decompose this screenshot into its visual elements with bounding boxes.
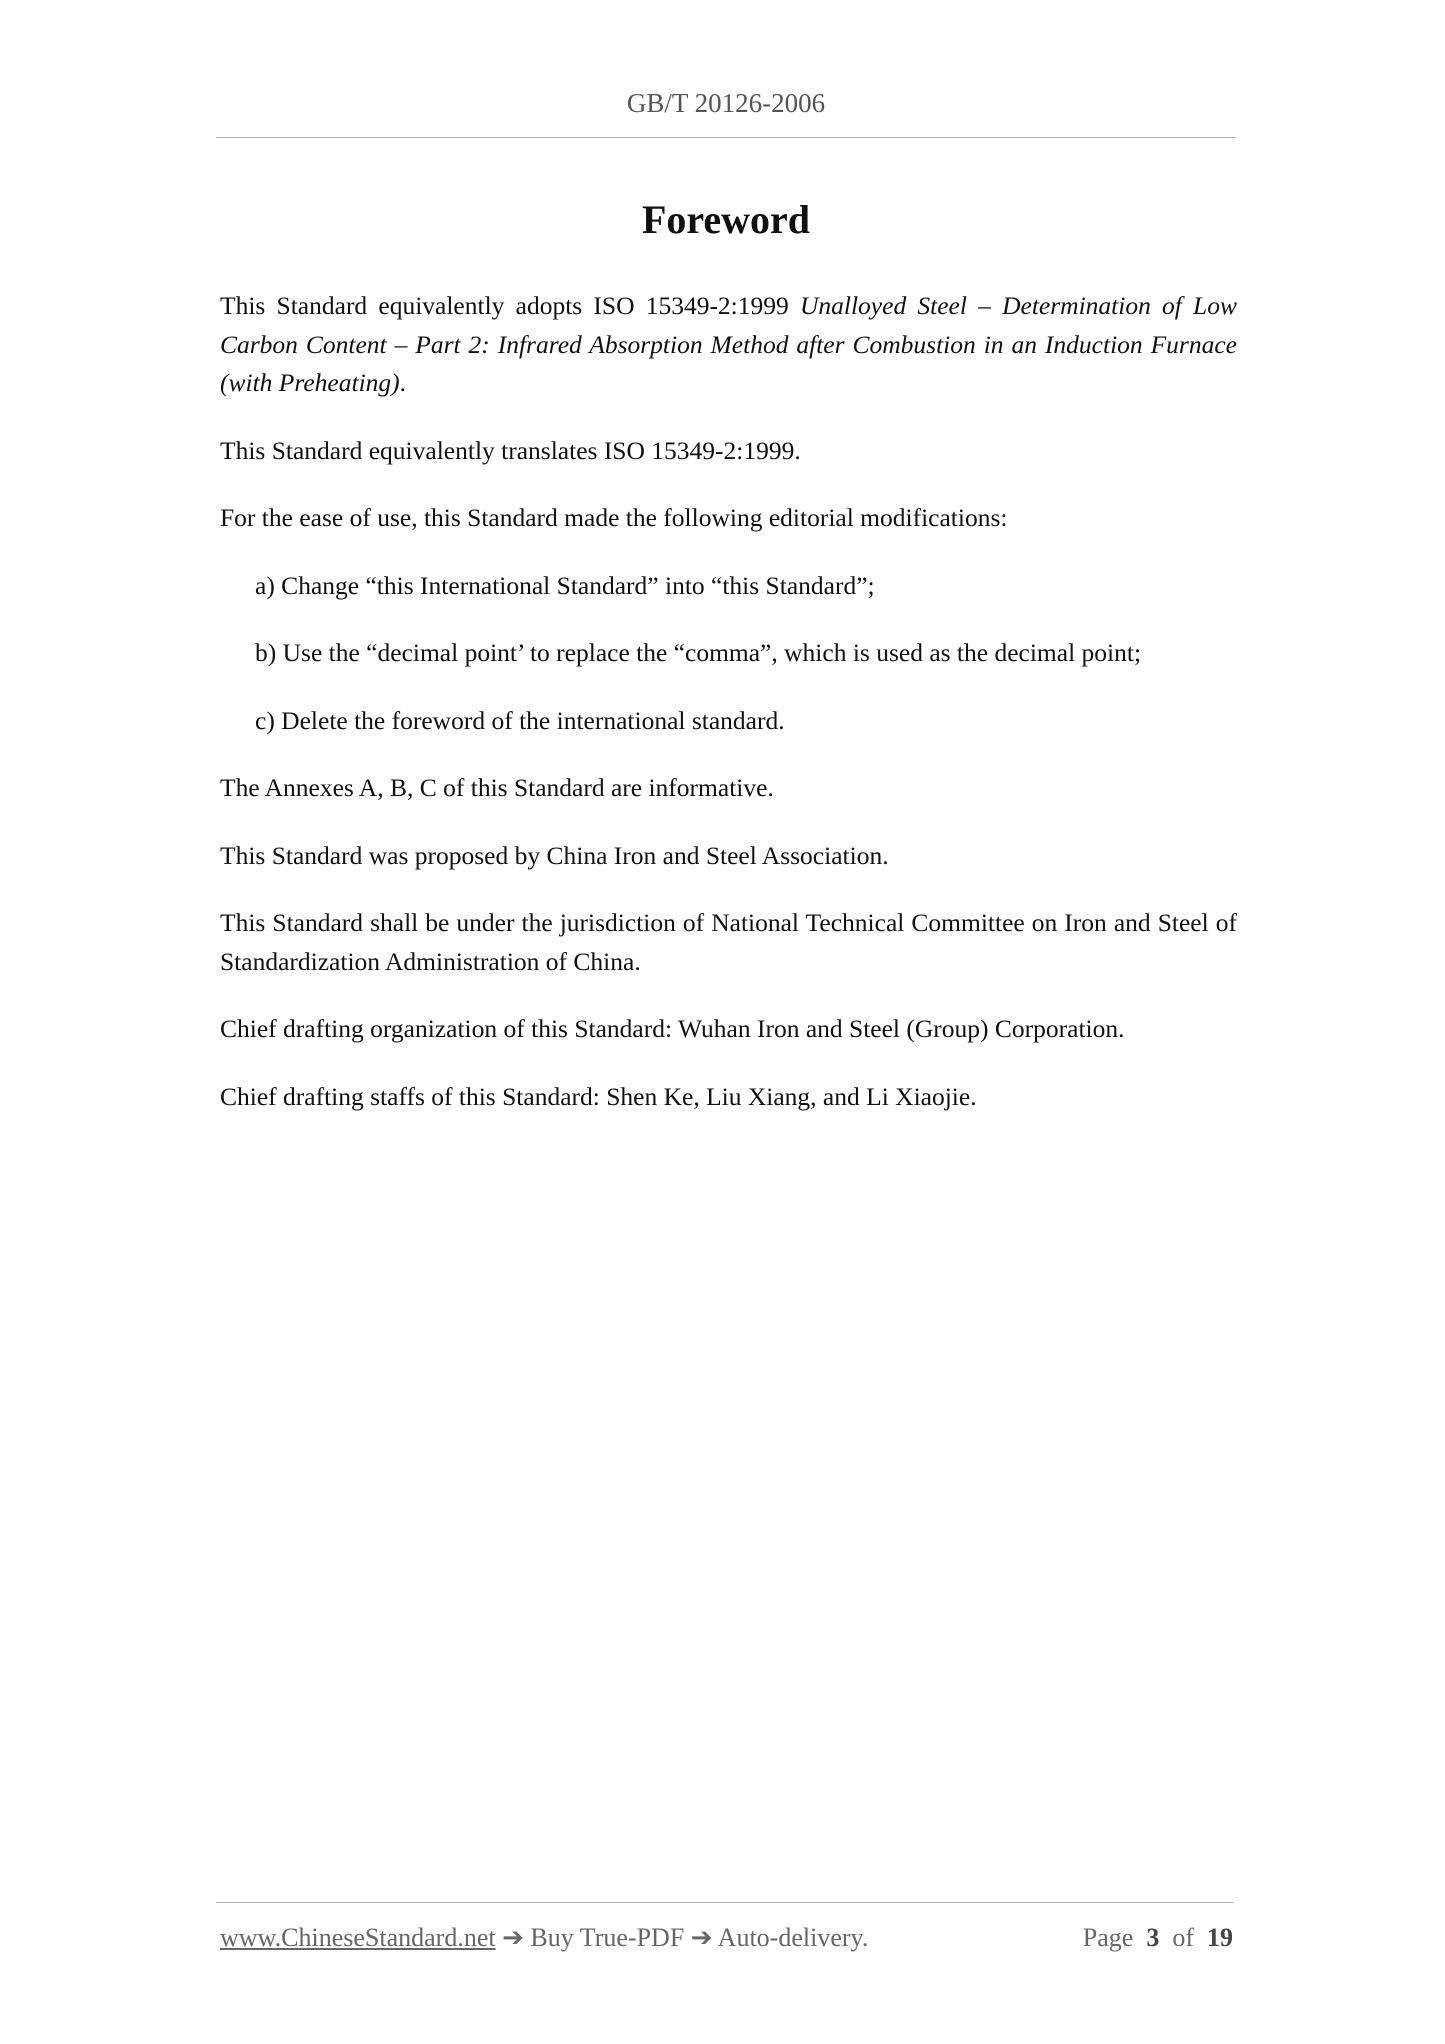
paragraph-adoption-lead: This Standard equivalently adopts ISO 15349-2:1999 bbox=[220, 291, 800, 320]
list-item-a: a) Change “this International Standard” into “this Standard”; bbox=[255, 570, 875, 600]
paragraph-adoption bbox=[220, 287, 1237, 403]
page-of-label: of bbox=[1172, 1923, 1194, 1952]
paragraph-annexes: The Annexes A, B, C of this Standard are informative. bbox=[220, 773, 774, 802]
paragraph-jurisdiction: This Standard shall be under the jurisdiction of National Technical Committee on Iron and Steel of Standardization Administration of China. bbox=[220, 908, 1237, 976]
paragraph-modifications-intro: For the ease of use, this Standard made the following editorial modifications: bbox=[220, 503, 1008, 532]
footer-promo bbox=[220, 1923, 868, 1953]
buy-pdf-text: Buy True-PDF bbox=[530, 1923, 685, 1952]
running-header: GB/T 20126-2006 bbox=[626, 88, 826, 118]
paragraph-drafting-organization: Chief drafting organization of this Standard: Wuhan Iron and Steel (Group) Corporation. bbox=[220, 1014, 1125, 1043]
page-number bbox=[1083, 1923, 1233, 1953]
document-body bbox=[220, 287, 1237, 1145]
paragraph-proposed-by: This Standard was proposed by China Iron and Steel Association. bbox=[220, 840, 889, 870]
paragraph-translation: This Standard equivalently translates ISO 15349-2:1999. bbox=[220, 435, 801, 465]
page-current: 3 bbox=[1146, 1923, 1160, 1952]
arrow-right-icon: ➔ bbox=[690, 1923, 713, 1952]
paragraph-drafting-staff: Chief drafting staffs of this Standard: Shen Ke, Liu Xiang, and Li Xiaojie. bbox=[220, 1081, 977, 1111]
auto-delivery-text: Auto-delivery. bbox=[717, 1923, 869, 1952]
page-total: 19 bbox=[1207, 1923, 1233, 1952]
arrow-right-icon: ➔ bbox=[502, 1923, 524, 1952]
website-link[interactable]: www.ChineseStandard.net bbox=[220, 1923, 496, 1952]
page-label: Page bbox=[1082, 1923, 1134, 1952]
page-title: Foreword bbox=[641, 197, 811, 242]
footer-divider bbox=[216, 1902, 1233, 1903]
page-footer bbox=[220, 1923, 1233, 1953]
list-item-b: b) Use the “decimal point’ to replace the “comma”, which is used as the decimal point; bbox=[255, 638, 1142, 667]
adopted-standard-title: Unalloyed Steel – Determination of Low Carbon Content – Part 2: Infrared Absorption Method after Combustion in an Induction Furnace (with Preheating) bbox=[220, 291, 1238, 397]
list-item-c: c) Delete the foreword of the international standard. bbox=[255, 705, 785, 735]
header-divider bbox=[216, 137, 1236, 138]
paragraph-adoption-end: . bbox=[399, 368, 407, 397]
